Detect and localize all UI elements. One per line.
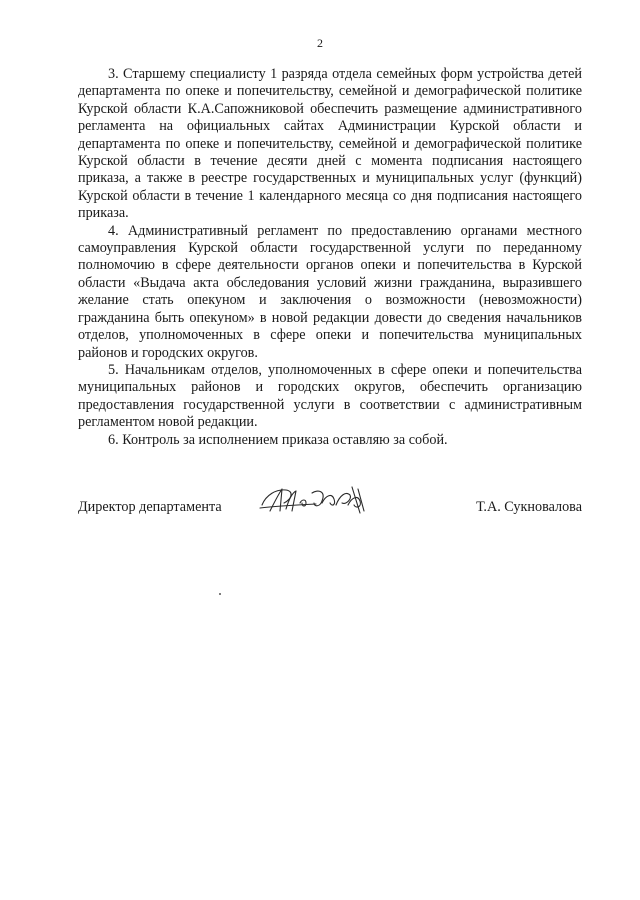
handwritten-signature (256, 481, 376, 525)
paragraph-4: 4. Административный регламент по предоставлению органами местного самоуправления Курской области государственной услуги по переданному полномочию в сфере деятельности органов опеки и попечительства в Курской области «Выдача акта обследования условий жизни гражданина, выразившего желание стать опекуном и заключения о возможности (невозможности) гражданина быть опекуном» в новой редакции довести до сведения начальников отделов, уполномоченных в сфере опеки и попечительства муниципальных районов и городских округов. (78, 222, 582, 361)
document-body (78, 66, 582, 449)
paragraph-5: 5. Начальникам отделов, уполномоченных в сфере опеки и попечительства муниципальных районов и городских округов, обеспечить организацию предоставления государственной услуги в соответствии с административным регламентом новой редакции. (78, 361, 582, 431)
paragraph-3: 3. Старшему специалисту 1 разряда отдела семейных форм устройства детей департамента по опеке и попечительству, семейной и демографической политике Курской области К.А.Сапожниковой обеспечить размещение административного регламента на официальных сайтах Администрации Курской области и департамента по опеке и попечительству, семейной и демографической политике Курской области в течение десяти дней с момента подписания настоящего приказа, а также в реестре государственных и муниципальных услуг (функций) Курской области в течение 1 календарного месяца со дня подписания настоящего приказа. (78, 66, 582, 222)
signer-name: Т.А. Сукновалова (476, 499, 582, 515)
signature-block (78, 481, 582, 531)
signer-title: Директор департамента (78, 499, 222, 515)
paragraph-6: 6. Контроль за исполнением приказа оставляю за собой. (108, 431, 448, 448)
scan-speck (219, 593, 221, 595)
page-number: 2 (317, 36, 323, 50)
